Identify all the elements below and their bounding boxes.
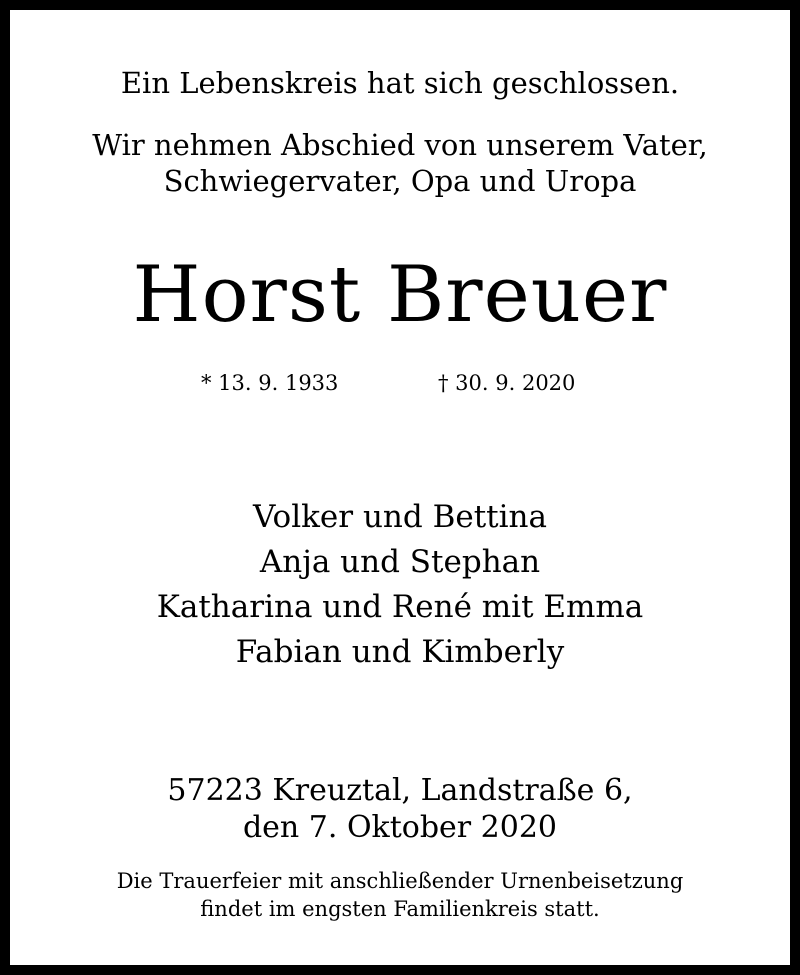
mourner-line-4: Fabian und Kimberly <box>235 634 565 670</box>
birth-date: * 13. 9. 1933 <box>201 371 339 395</box>
mourner-line-2: Anja und Stephan <box>259 544 541 580</box>
funeral-note-line-1: Die Trauerfeier mit anschließender Urnenbeisetzung <box>116 869 684 893</box>
death-date: † 30. 9. 2020 <box>438 371 576 395</box>
farewell-line-1: Wir nehmen Abschied von unserem Vater, <box>92 128 708 162</box>
funeral-note-line-2: findet im engsten Familienkreis statt. <box>200 897 600 921</box>
date-line: den 7. Oktober 2020 <box>242 810 558 845</box>
mourner-line-1: Volker und Bettina <box>253 499 547 535</box>
mourner-line-3: Katharina und René mit Emma <box>156 589 644 625</box>
farewell-line-2: Schwiegervater, Opa und Uropa <box>163 164 637 198</box>
place-line: 57223 Kreuztal, Landstraße 6, <box>167 773 633 808</box>
deceased-name: Horst Breuer <box>132 250 668 340</box>
intro-line: Ein Lebenskreis hat sich geschlossen. <box>120 66 680 100</box>
